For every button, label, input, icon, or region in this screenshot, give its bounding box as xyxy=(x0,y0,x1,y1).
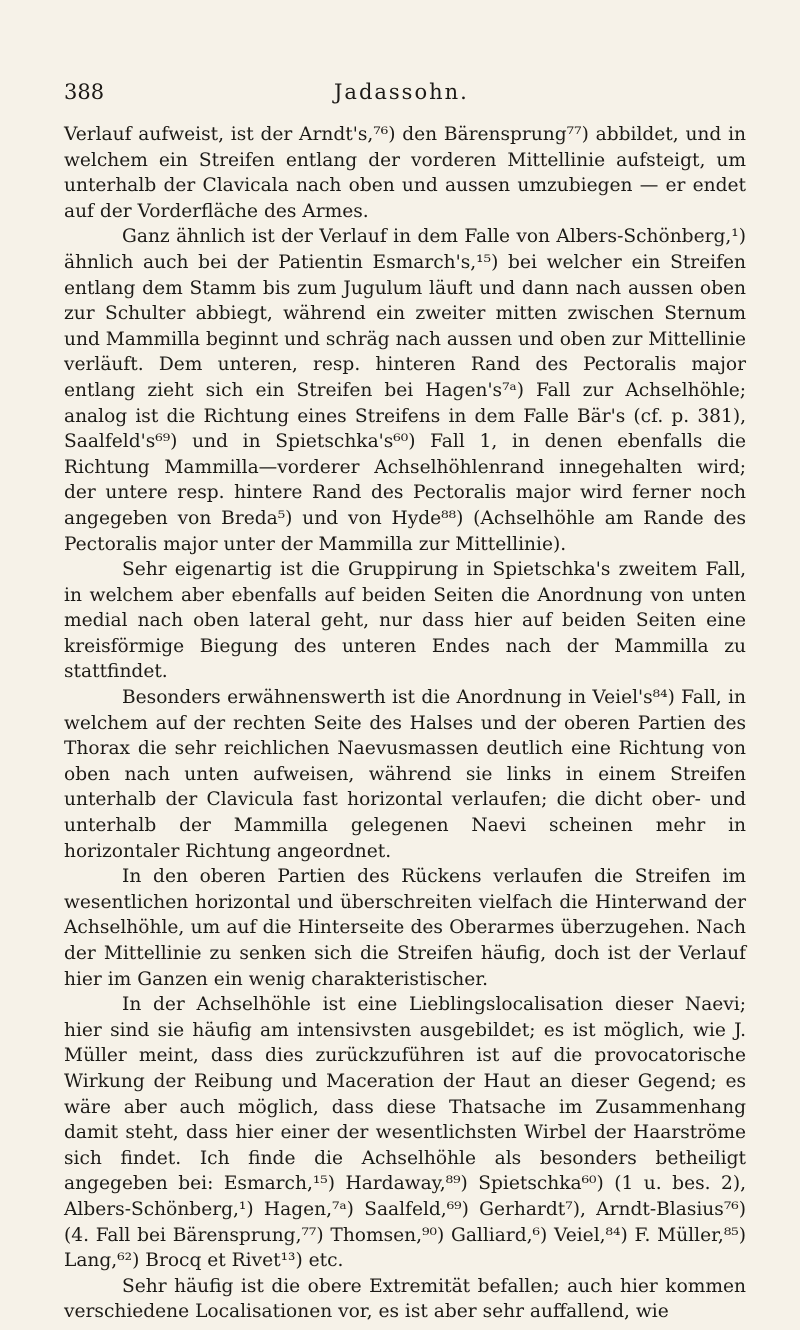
paragraph: Verlauf aufweist, ist der Arndt's,⁷⁶) den Bärensprung⁷⁷) abbildet, und in welchem ein Streifen entlang der vorderen Mittellinie aufsteigt, um unterhalb der Clavicala nach oben und aussen umzubiegen — er endet auf der Vorderfläche des Armes. xyxy=(64,124,746,222)
body-text xyxy=(64,122,746,1325)
paragraph: Ganz ähnlich ist der Verlauf in dem Falle von Albers-Schönberg,¹) ähnlich auch bei der Patientin Esmarch's,¹⁵) bei welcher ein Streifen entlang dem Stamm bis zum Jugulum läuft und dann nach aussen oben zur Schulter abbiegt, während ein zweiter mitten zwischen Sternum und Mammilla beginnt und schräg nach aussen und oben zur Mittellinie verläuft. Dem unteren, resp. hinteren Rand des Pectoralis major entlang zieht sich ein Streifen bei Hagen's⁷ᵃ) Fall zur Achselhöhle; analog ist die Richtung eines Streifens in dem Falle Bär's (cf. p. 381), Saalfeld's⁶⁹) und in Spietschka's⁶⁰) Fall 1, in denen ebenfalls die Richtung Mammilla—vorderer Achselhöhlenrand innegehalten wird; der untere resp. hintere Rand des Pectoralis major wird ferner noch angegeben von Breda⁵) und von Hyde⁸⁸) (Achselhöhle am Rande des Pectoralis major unter der Mammilla zur Mittellinie). xyxy=(64,226,746,555)
page-header xyxy=(64,80,746,104)
paragraph: In den oberen Partien des Rückens verlaufen die Streifen im wesentlichen horizontal und überschreiten vielfach die Hinterwand der Achselhöhle, um auf die Hinterseite des Oberarmes überzugehen. Nach der Mittellinie zu senken sich die Streifen häufig, doch ist der Verlauf hier im Ganzen ein wenig charakteristischer. xyxy=(64,866,746,990)
running-head: Jadassohn. xyxy=(334,80,469,104)
page-number: 388 xyxy=(64,80,105,104)
paragraph: Besonders erwähnenswerth ist die Anordnung in Veiel's⁸⁴) Fall, in welchem auf der rechten Seite des Halses und der oberen Partien des Thorax die sehr reichlichen Naevusmassen deutlich eine Richtung von oben nach unten aufweisen, während sie links in einem Streifen unterhalb der Clavicula fast horizontal verlaufen; die dicht ober- und unterhalb der Mammilla gelegenen Naevi scheinen mehr in horizontaler Richtung angeordnet. xyxy=(64,687,746,862)
paragraph: In der Achselhöhle ist eine Lieblingslocalisation dieser Naevi; hier sind sie häufig am intensivsten ausgebildet; es ist möglich, wie J. Müller meint, dass dies zurückzuführen ist auf die provocatorische Wirkung der Reibung und Maceration der Haut an dieser Gegend; es wäre aber auch möglich, dass diese Thatsache im Zusammenhang damit steht, dass hier einer der wesentlichsten Wirbel der Haarströme sich findet. Ich finde die Achselhöhle als besonders betheiligt angegeben bei: Esmarch,¹⁵) Hardaway,⁸⁹) Spietschka⁶⁰) (1 u. bes. 2), Albers-Schönberg,¹) Hagen,⁷ᵃ) Saalfeld,⁶⁹) Gerhardt⁷), Arndt-Blasius⁷⁶) (4. Fall bei Bärensprung,⁷⁷) Thomsen,⁹⁰) Galliard,⁶) Veiel,⁸⁴) F. Müller,⁸⁵) Lang,⁶²) Brocq et Rivet¹³) etc. xyxy=(64,994,746,1272)
paragraph: Sehr häufig ist die obere Extremität befallen; auch hier kommen verschiedene Localisationen vor, es ist aber sehr auffallend, wie xyxy=(64,1275,746,1323)
paragraph: Sehr eigenartig ist die Gruppirung in Spietschka's zweitem Fall, in welchem aber ebenfalls auf beiden Seiten die Anordnung von unten medial nach oben lateral geht, nur dass hier auf beiden Seiten eine kreisförmige Biegung des unteren Endes nach der Mammilla zu stattfindet. xyxy=(64,559,746,683)
